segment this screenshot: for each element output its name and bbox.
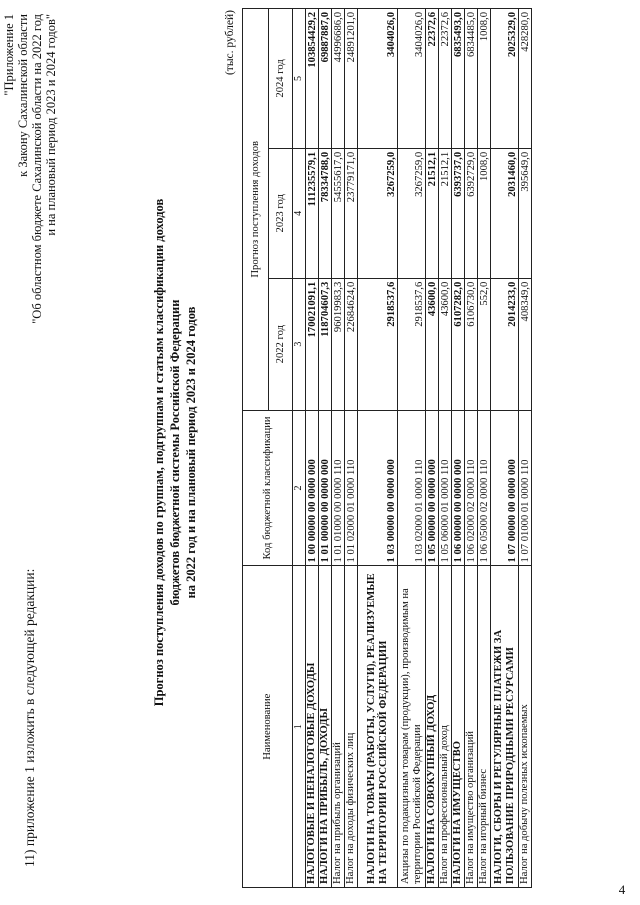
- table-row: [465, 9, 478, 888]
- row-name: НАЛОГИ НА СОВОКУПНЫЙ ДОХОД: [426, 566, 439, 888]
- appendix-line-3: "Об областном бюджете Сахалинской области на 2022 год: [30, 14, 44, 324]
- row-name: НАЛОГИ, СБОРЫ И РЕГУЛЯРНЫЕ ПЛАТЕЖИ ЗА ПОЛЬЗОВАНИЕ ПРИРОДНЫМИ РЕСУРСАМИ: [491, 566, 519, 888]
- col-number: 3: [293, 278, 306, 410]
- row-code: 1 07 01000 01 0000 110: [519, 410, 532, 566]
- row-value-2022: 22684624,0: [345, 278, 358, 410]
- table-row: [345, 9, 358, 888]
- row-value-2024: 103854429,2: [306, 9, 319, 149]
- row-value-2024: 22372,6: [426, 9, 439, 149]
- table-row: [452, 9, 465, 888]
- row-value-2023: 3267259,0: [358, 148, 398, 278]
- row-value-2022: 118704607,3: [319, 278, 332, 410]
- row-name: НАЛОГИ НА ИМУЩЕСТВО: [452, 566, 465, 888]
- row-name: Налог на игорный бизнес: [478, 566, 491, 888]
- row-value-2022: 43600,0: [439, 278, 452, 410]
- row-code: 1 06 05000 02 0000 110: [478, 410, 491, 566]
- title-line-3: на 2022 год и на плановый период 2023 и 2024 годов: [184, 306, 198, 599]
- revenue-table: [242, 8, 532, 888]
- row-code: 1 00 00000 00 0000 000: [306, 410, 319, 566]
- row-code: 1 03 00000 00 0000 000: [358, 410, 398, 566]
- appendix-line-4: и на плановый период 2023 и 2024 годов": [44, 14, 58, 236]
- row-name: Налог на профессиональный доход: [439, 566, 452, 888]
- header-2022: 2022 год: [269, 278, 293, 410]
- row-value-2022: 552,0: [478, 278, 491, 410]
- row-code: 1 01 01000 00 0000 110: [332, 410, 345, 566]
- table-row: [426, 9, 439, 888]
- row-code: 1 06 00000 00 0000 000: [452, 410, 465, 566]
- row-value-2022: 2014233,0: [491, 278, 519, 410]
- row-name: НАЛОГОВЫЕ И НЕНАЛОГОВЫЕ ДОХОДЫ: [306, 566, 319, 888]
- header-2024: 2024 год: [269, 9, 293, 149]
- row-value-2024: 44996686,0: [332, 9, 345, 149]
- row-name: Акцизы по подакцизным товарам (продукции), производимым на территории Российской Федерации: [398, 566, 426, 888]
- row-value-2023: 21512,1: [426, 148, 439, 278]
- table-row: [319, 9, 332, 888]
- units-label: (тыс. рублей): [224, 10, 236, 76]
- row-value-2022: 6106730,0: [465, 278, 478, 410]
- row-value-2024: 3404026,0: [358, 9, 398, 149]
- header-2023: 2023 год: [269, 148, 293, 278]
- row-value-2023: 6392729,0: [465, 148, 478, 278]
- row-code: 1 07 00000 00 0000 000: [491, 410, 519, 566]
- row-value-2022: 6107282,0: [452, 278, 465, 410]
- table-row: [519, 9, 532, 888]
- row-code: 1 05 06000 01 0000 110: [439, 410, 452, 566]
- row-code: 1 03 02000 01 0000 110: [398, 410, 426, 566]
- col-number: 4: [293, 148, 306, 278]
- table-row: [358, 9, 398, 888]
- appendix-line-2: к Закону Сахалинской области: [16, 14, 30, 177]
- row-value-2023: 54555617,0: [332, 148, 345, 278]
- row-value-2022: 96019983,3: [332, 278, 345, 410]
- row-value-2023: 6393737,0: [452, 148, 465, 278]
- table-row: [332, 9, 345, 888]
- row-name: Налог на добычу полезных ископаемых: [519, 566, 532, 888]
- table-body: [306, 9, 532, 888]
- col-number: 2: [293, 410, 306, 566]
- row-value-2024: 3404026,0: [398, 9, 426, 149]
- row-value-2024: 428280,0: [519, 9, 532, 149]
- table-row: [306, 9, 319, 888]
- row-name: Налог на прибыль организаций: [332, 566, 345, 888]
- row-value-2023: 111235579,1: [306, 148, 319, 278]
- row-value-2023: 1008,0: [478, 148, 491, 278]
- row-value-2024: 1008,0: [478, 9, 491, 149]
- table-row: [478, 9, 491, 888]
- row-name: НАЛОГИ НА ПРИБЫЛЬ, ДОХОДЫ: [319, 566, 332, 888]
- row-value-2022: 2918537,6: [358, 278, 398, 410]
- row-value-2024: 6834485,0: [465, 9, 478, 149]
- row-code: 1 06 02000 02 0000 110: [465, 410, 478, 566]
- row-value-2024: 22372,6: [439, 9, 452, 149]
- row-name: Налог на имущество организаций: [465, 566, 478, 888]
- header-code: Код бюджетной классификации: [243, 410, 293, 566]
- row-value-2023: 21512,1: [439, 148, 452, 278]
- table-row: [439, 9, 452, 888]
- row-value-2022: 408349,0: [519, 278, 532, 410]
- page-number: 4: [618, 881, 626, 897]
- row-value-2022: 2918537,6: [398, 278, 426, 410]
- table-row: [491, 9, 519, 888]
- row-value-2024: 2025329,0: [491, 9, 519, 149]
- row-value-2024: 69887887,0: [319, 9, 332, 149]
- row-name: НАЛОГИ НА ТОВАРЫ (РАБОТЫ, УСЛУГИ), РЕАЛИЗУЕМЫЕ НА ТЕРРИТОРИИ РОССИЙСКОЙ ФЕДЕРАЦИИ: [358, 566, 398, 888]
- row-code: 1 01 00000 00 0000 000: [319, 410, 332, 566]
- row-value-2023: 78334788,0: [319, 148, 332, 278]
- row-value-2022: 170021091,1: [306, 278, 319, 410]
- row-value-2023: 2031460,0: [491, 148, 519, 278]
- row-value-2023: 395649,0: [519, 148, 532, 278]
- table-row: [398, 9, 426, 888]
- title-line-1: Прогноз поступления доходов по группам, подгруппам и статьям классификации доходов: [152, 198, 166, 707]
- row-value-2024: 24891201,0: [345, 9, 358, 149]
- col-number: 5: [293, 9, 306, 149]
- col-number: 1: [293, 566, 306, 888]
- row-code: 1 05 00000 00 0000 000: [426, 410, 439, 566]
- appendix-line-1: "Приложение 1: [2, 14, 16, 96]
- row-value-2024: 6835493,0: [452, 9, 465, 149]
- header-forecast: Прогноз поступления доходов: [243, 9, 269, 411]
- row-name: Налог на доходы физических лиц: [345, 566, 358, 888]
- intro-line: 11) приложение 1 изложить в следующей редакции:: [22, 568, 37, 867]
- title-line-2: бюджетов бюджетной системы Российской Федерации: [168, 299, 182, 606]
- row-value-2023: 23779171,0: [345, 148, 358, 278]
- row-value-2023: 3267259,0: [398, 148, 426, 278]
- header-name: Наименование: [243, 566, 293, 888]
- row-value-2022: 43600,0: [426, 278, 439, 410]
- row-code: 1 01 02000 01 0000 110: [345, 410, 358, 566]
